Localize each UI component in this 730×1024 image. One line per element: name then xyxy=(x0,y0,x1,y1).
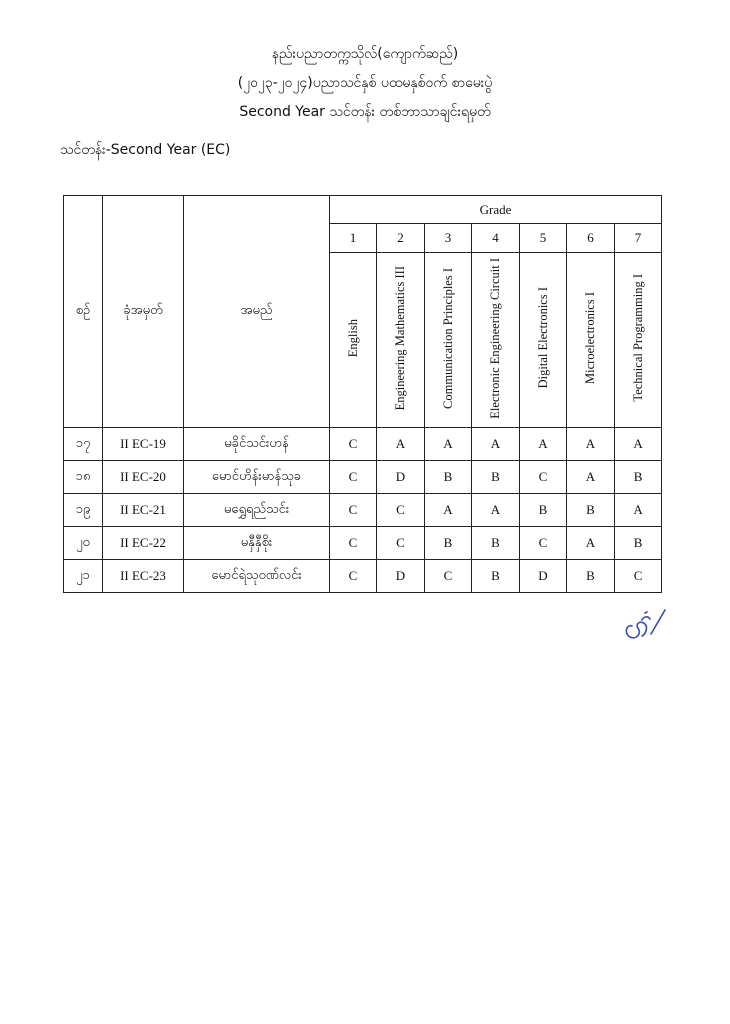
grade-cell: C xyxy=(520,527,567,560)
header-name: အမည် xyxy=(184,196,330,428)
subject-name xyxy=(330,253,377,428)
grade-cell: A xyxy=(425,494,472,527)
table-row xyxy=(64,560,662,593)
grade-cell: B xyxy=(472,560,520,593)
subject-number: 7 xyxy=(615,224,662,253)
grade-cell: B xyxy=(425,461,472,494)
grade-cell: C xyxy=(520,461,567,494)
roll-cell: II EC-23 xyxy=(103,560,184,593)
grade-cell: B xyxy=(567,494,615,527)
grade-cell: A xyxy=(567,461,615,494)
table-row xyxy=(64,527,662,560)
grade-cell: C xyxy=(377,494,425,527)
subject-name-text: Digital Electronics I xyxy=(535,287,550,389)
grade-cell: B xyxy=(520,494,567,527)
subject-name xyxy=(567,253,615,428)
grade-cell: C xyxy=(330,461,377,494)
subject-name-text: Microelectronics I xyxy=(583,292,597,384)
grade-cell: B xyxy=(425,527,472,560)
subject-number: 1 xyxy=(330,224,377,253)
grade-cell: C xyxy=(330,428,377,461)
serial-cell: ၁၈ xyxy=(64,461,103,494)
grade-cell: C xyxy=(330,560,377,593)
signature-stroke xyxy=(626,610,665,638)
serial-cell: ၂၁ xyxy=(64,560,103,593)
roll-cell: II EC-20 xyxy=(103,461,184,494)
grade-cell: B xyxy=(615,461,662,494)
grade-cell: A xyxy=(615,428,662,461)
roll-cell: II EC-19 xyxy=(103,428,184,461)
table-row xyxy=(64,428,662,461)
subject-name-text: Electronic Engineering Circuit I xyxy=(488,257,502,419)
serial-cell: ၁၇ xyxy=(64,428,103,461)
header-serial: စဉ် xyxy=(64,196,103,428)
grade-cell: B xyxy=(615,527,662,560)
subject-number: 3 xyxy=(425,224,472,253)
subject-name xyxy=(377,253,425,428)
name-cell: မောင်ရဲသုဝဏ်လင်း xyxy=(184,560,330,593)
institution-title: နည်းပညာတက္ကသိုလ်(ကျောက်ဆည်) xyxy=(271,46,459,62)
table-row xyxy=(64,494,662,527)
grade-cell: A xyxy=(425,428,472,461)
grade-cell: C xyxy=(425,560,472,593)
grade-cell: A xyxy=(615,494,662,527)
grade-cell: B xyxy=(472,527,520,560)
subject-number: 4 xyxy=(472,224,520,253)
grade-cell: B xyxy=(567,560,615,593)
subject-name xyxy=(472,253,520,428)
grade-cell: C xyxy=(330,527,377,560)
subject-name xyxy=(425,253,472,428)
grade-cell: D xyxy=(377,461,425,494)
roll-cell: II EC-22 xyxy=(103,527,184,560)
grade-cell: C xyxy=(615,560,662,593)
grade-cell: A xyxy=(567,428,615,461)
subject-name-text: Communication Principles I xyxy=(440,267,455,409)
signature-stroke xyxy=(645,612,647,613)
table-row xyxy=(64,461,662,494)
subject-name xyxy=(615,253,662,428)
document-header xyxy=(0,44,730,131)
grade-cell: A xyxy=(377,428,425,461)
grade-cell: B xyxy=(472,461,520,494)
grade-cell: A xyxy=(472,494,520,527)
grade-cell: A xyxy=(472,428,520,461)
grade-cell: C xyxy=(377,527,425,560)
subject-name-text: Engineering Mathematics III xyxy=(393,265,407,411)
roll-cell: II EC-21 xyxy=(103,494,184,527)
header-grade: Grade xyxy=(330,196,662,224)
name-cell: မခိုင်သင်းဟန် xyxy=(184,428,330,461)
handwritten-signature xyxy=(618,604,668,644)
subject-number: 6 xyxy=(567,224,615,253)
serial-cell: ၂၀ xyxy=(64,527,103,560)
exam-title: (၂၀၂၃-၂၀၂၄)ပညာသင်နှစ် ပထမနှစ်ဝက် စာမေးပွဲ xyxy=(237,75,493,91)
results-title: Second Year သင်တန်း တစ်ဘာသာချင်းရမှတ် xyxy=(239,104,491,120)
class-label: သင်တန်း-Second Year (EC) xyxy=(60,142,231,158)
subject-number: 5 xyxy=(520,224,567,253)
grades-table xyxy=(63,195,662,593)
serial-cell: ၁၉ xyxy=(64,494,103,527)
grade-cell: A xyxy=(520,428,567,461)
subject-name xyxy=(520,253,567,428)
grade-cell: C xyxy=(330,494,377,527)
name-cell: မောင်ဟိန်းမာန်သုခ xyxy=(184,461,330,494)
name-cell: မရွှေရည်သင်း xyxy=(184,494,330,527)
subject-name-text: English xyxy=(345,318,360,358)
grade-cell: D xyxy=(520,560,567,593)
subject-number: 2 xyxy=(377,224,425,253)
header-roll-number: ခုံအမှတ် xyxy=(103,196,184,428)
subject-name-text: Technical Programming I xyxy=(630,274,645,402)
grade-cell: A xyxy=(567,527,615,560)
name-cell: မနှီနှီစိုး xyxy=(184,527,330,560)
grade-cell: D xyxy=(377,560,425,593)
